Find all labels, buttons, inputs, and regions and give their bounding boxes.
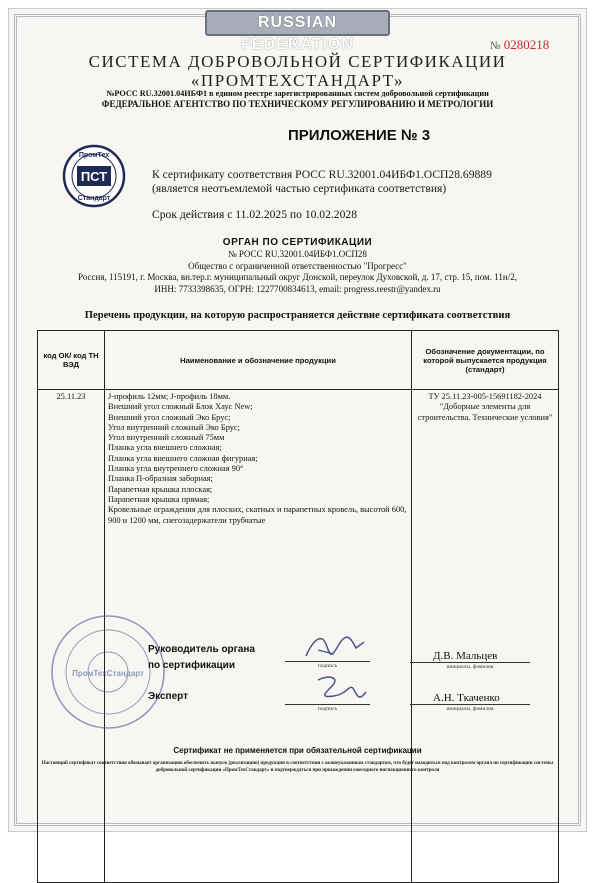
product-item: Планка П-образная заборная; bbox=[108, 474, 213, 484]
header-docs: Обозначение документации, по которой выпускается продукция (стандарт) bbox=[412, 331, 559, 390]
serial-prefix: № bbox=[490, 40, 501, 52]
head-name: Д.В. Мальцев bbox=[433, 650, 498, 662]
mandatory-note: Сертификат не применяется при обязательной сертификации bbox=[173, 746, 422, 755]
logo-bottom-text: Стандарт bbox=[77, 195, 111, 202]
system-title-line1: СИСТЕМА ДОБРОВОЛЬНОЙ СЕРТИФИКАЦИИ bbox=[88, 52, 507, 71]
logo-letters: ПСТ bbox=[80, 169, 108, 184]
promtechstandart-logo-icon bbox=[62, 144, 126, 208]
product-item: Угол внутренний сложный 75мм bbox=[108, 433, 225, 443]
product-item: Планка угла внешнего сложная фигурная; bbox=[108, 453, 258, 463]
expert-name-line bbox=[410, 704, 530, 705]
appendix-title: ПРИЛОЖЕНИЕ № 3 bbox=[288, 127, 431, 144]
system-title-line2: «ПРОМТЕХСТАНДАРТ» bbox=[190, 71, 405, 90]
registry-line: №РОСС RU.32001.04ИБФ1 в едином реестре зарегистрированных систем добровольной сертификации bbox=[106, 89, 489, 98]
header-name: Наименование и обозначение продукции bbox=[105, 331, 412, 390]
header-code: код ОК/ код ТН ВЭД bbox=[38, 331, 105, 390]
fine-print: Настоящий сертификат соответствия обязывает организацию обеспечить выпуск (реализацию) продукции в соответствии с вышеуказанным стандартом, что будет находиться под контролем органа по сертификации системы добровольной сертификации «ПромТехСтандарт» и подтверждаться при прохождении ежегодного инспекционного контроля bbox=[41, 761, 554, 773]
product-item: J-профиль 12мм; J-профиль 18мм. bbox=[108, 392, 231, 401]
organ-address: Россия, 115191, г. Москва, вн.тер.г. муниципальный округ Донской, переулок Духовской, д. 17, стр. 15, пом. 11н/2, bbox=[78, 272, 517, 282]
product-list-heading: Перечень продукции, на которую распространяется действие сертификата соответствия bbox=[84, 310, 511, 321]
validity-period: Срок действия с 11.02.2025 по 10.02.2028 bbox=[152, 208, 357, 221]
agency-line: ФЕДЕРАЛЬНОЕ АГЕНТСТВО ПО ТЕХНИЧЕСКОМУ РЕГУЛИРОВАНИЮ И МЕТРОЛОГИИ bbox=[101, 99, 494, 109]
organ-ids: ИНН: 7733398635, ОГРН: 1227700834613, email: progress.reestr@yandex.ru bbox=[154, 284, 441, 294]
expert-signature-caption: подпись bbox=[317, 706, 338, 712]
product-item: Внешний угол сложный Эко Брус; bbox=[108, 412, 231, 422]
expert-label: Эксперт bbox=[148, 691, 189, 702]
expert-name: А.Н. Ткаченко bbox=[433, 692, 500, 704]
product-item: Планка угла внутреннего сложная 90° bbox=[108, 464, 244, 474]
product-item: Планка угла внешнего сложная; bbox=[108, 443, 222, 453]
head-name-line bbox=[410, 662, 530, 663]
head-signature-icon bbox=[300, 630, 370, 664]
organ-number: № РОСС RU.32001.04ИБФ1.ОСП28 bbox=[228, 249, 367, 259]
product-item: Парапетная крышка плоская; bbox=[108, 484, 213, 494]
expert-signature-line bbox=[285, 704, 370, 705]
cell-docs: ТУ 25.11.23-005-15691182-2024 "Доборные элементы для строительства. Технические условия" bbox=[412, 390, 559, 883]
stamp-text: ПромТехСтандарт bbox=[72, 669, 144, 678]
product-item: Кровельные ограждения для плоских, скатных и парапетных кровель, высотой 600, 900 и 1200 мм, снегозадержатели трубчатые bbox=[108, 505, 407, 525]
country-banner: RUSSIAN FEDERATION bbox=[205, 10, 390, 36]
head-label-line1: Руководитель органа bbox=[148, 644, 255, 655]
head-label-line2: по сертификации bbox=[148, 660, 235, 671]
cell-code: 25.11.23 bbox=[38, 390, 105, 883]
head-signature-caption: подпись bbox=[317, 663, 338, 669]
head-signature-line bbox=[285, 661, 370, 662]
products-table bbox=[37, 330, 559, 883]
certificate-part-note: (является неотъемлемой частью сертификата соответствия) bbox=[152, 182, 447, 195]
logo-top-text: ПромТех bbox=[78, 152, 110, 159]
organ-name: Общество с ограниченной ответственностью "Прогресс" bbox=[188, 261, 407, 271]
head-label bbox=[148, 642, 255, 674]
product-item: Угол внутренний сложный Эко Брус; bbox=[108, 422, 240, 432]
certificate-reference: К сертификату соответствия РОСС RU.32001.04ИБФ1.ОСП28.69889 bbox=[152, 168, 492, 181]
head-name-caption: инициалы, фамилия bbox=[446, 664, 494, 670]
organ-heading: ОРГАН ПО СЕРТИФИКАЦИИ bbox=[222, 237, 373, 248]
serial-number bbox=[490, 37, 549, 53]
serial-value: 0280218 bbox=[503, 37, 550, 52]
expert-name-caption: инициалы, фамилия bbox=[446, 706, 494, 712]
product-item: Парапетная крышка прямая; bbox=[108, 494, 210, 504]
expert-signature-icon bbox=[310, 672, 370, 706]
table-header-row bbox=[38, 331, 559, 390]
product-item: Внешний угол сложный Блок Хаус New; bbox=[108, 402, 253, 412]
